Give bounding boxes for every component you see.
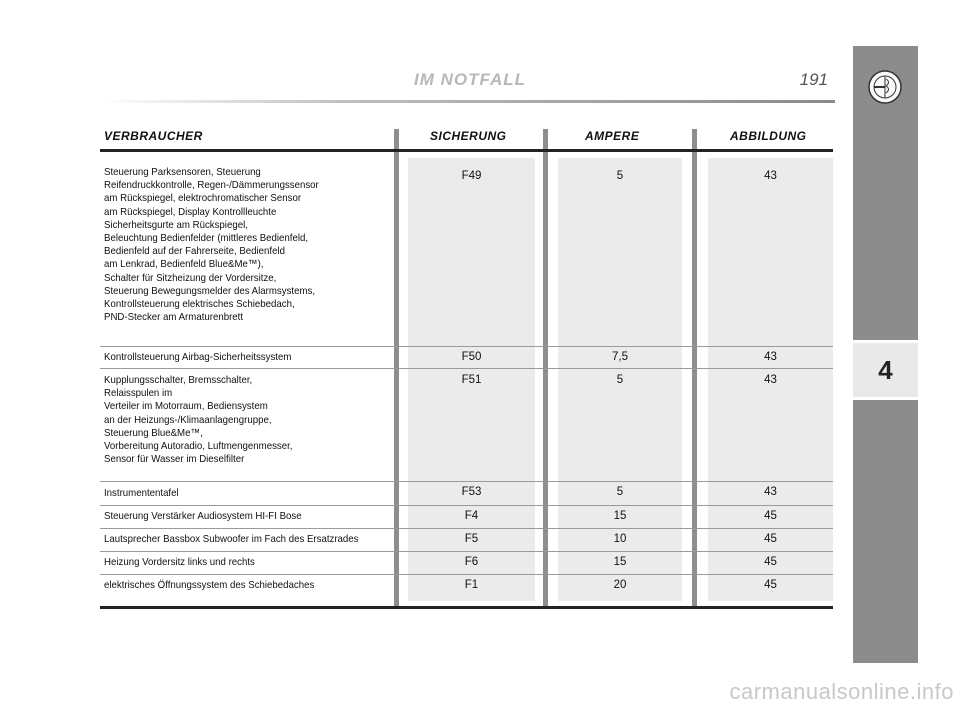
table-row-ampere: 15 xyxy=(613,556,627,568)
table-bottom-rule xyxy=(100,606,833,609)
table-row-consumer: Steuerung Verstärker Audiosystem HI-FI Bose xyxy=(104,510,302,522)
table-row-consumer: Steuerung Parksensoren, Steuerung Reifendruckkontrolle, Regen-/Dämmerungssensor am Rückspiegel, elektrochromatischer Sensor am Rückspiegel, Display Kontrollleuchte Sicherheitsgurte am Rückspiegel, Beleuchtung Bedienfelder (mittleres Bedienfeld, Bedienfeld auf der Fahrerseite, Bedienfeld am Lenkrad, Bedienfeld Blue&Me™), Schalter für Sitzheizung der Vordersitze, Steuerung Bewegungsmelder des Alarmsystems, Kontrollsteuerung elektrisches Schiebedach, PND-Stecker am Armaturenbrett xyxy=(104,166,319,324)
table-row-ampere: 15 xyxy=(613,510,627,522)
table-row-fuse: F1 xyxy=(464,579,479,591)
header-fuse: SICHERUNG xyxy=(430,129,507,143)
table-row-consumer: Instrumententafel xyxy=(104,487,179,499)
table-row-ampere: 20 xyxy=(613,579,627,591)
header-figure: ABBILDUNG xyxy=(730,129,807,143)
table-row-consumer: elektrisches Öffnungssystem des Schiebedaches xyxy=(104,579,315,591)
header-ampere: AMPERE xyxy=(585,129,640,143)
table-row-consumer: Heizung Vordersitz links und rechts xyxy=(104,556,255,568)
table-row-consumer: Lautsprecher Bassbox Subwoofer im Fach des Ersatzrades xyxy=(104,533,359,545)
table-row-ampere: 5 xyxy=(616,170,624,182)
chapter-number: 4 xyxy=(878,354,893,385)
table-row-fuse: F49 xyxy=(461,170,482,182)
page-title: IM NOTFALL xyxy=(414,70,526,89)
row-divider xyxy=(100,481,833,482)
header-divider xyxy=(100,100,835,103)
table-row-ampere: 5 xyxy=(616,374,624,386)
row-divider xyxy=(100,528,833,529)
table-row-fuse: F4 xyxy=(464,510,479,522)
table-row-fuse: F6 xyxy=(464,556,479,568)
table-row-consumer: Kontrollsteuerung Airbag-Sicherheitssystem xyxy=(104,351,292,363)
table-row-figure: 43 xyxy=(764,486,777,498)
table-row-figure: 45 xyxy=(764,533,777,545)
page-number: 191 xyxy=(799,70,828,89)
watermark: carmanualsonline.info xyxy=(729,679,954,704)
table-row-fuse: F50 xyxy=(461,351,482,363)
table-row-fuse: F5 xyxy=(464,533,479,545)
row-divider xyxy=(100,346,833,347)
table-row-ampere: 7,5 xyxy=(612,351,628,363)
row-divider xyxy=(100,574,833,575)
row-divider xyxy=(100,368,833,369)
chapter-tab[interactable] xyxy=(853,340,918,400)
table-row-ampere: 10 xyxy=(613,533,627,545)
header-consumer: VERBRAUCHER xyxy=(104,129,203,143)
brand-seal-icon xyxy=(868,70,902,104)
table-row-figure: 45 xyxy=(764,510,777,522)
table-row-figure: 45 xyxy=(764,556,777,568)
row-divider xyxy=(100,505,833,506)
table-row-figure: 43 xyxy=(764,351,777,363)
table-row-figure: 43 xyxy=(764,374,777,386)
table-row-figure: 45 xyxy=(764,579,777,591)
table-row-fuse: F53 xyxy=(461,486,482,498)
table-top-rule xyxy=(100,149,833,152)
table-row-figure: 43 xyxy=(764,170,777,182)
table-row-consumer: Kupplungsschalter, Bremsschalter, Relaisspulen im Verteiler im Motorraum, Bediensystem an der Heizungs-/Klimaanlagengruppe, Steuerung Blue&Me™, Vorbereitung Autoradio, Luftmengenmesser, Sensor für Wasser im Dieselfilter xyxy=(104,374,293,466)
table-row-ampere: 5 xyxy=(616,486,624,498)
table-row-fuse: F51 xyxy=(461,374,482,386)
row-divider xyxy=(100,551,833,552)
